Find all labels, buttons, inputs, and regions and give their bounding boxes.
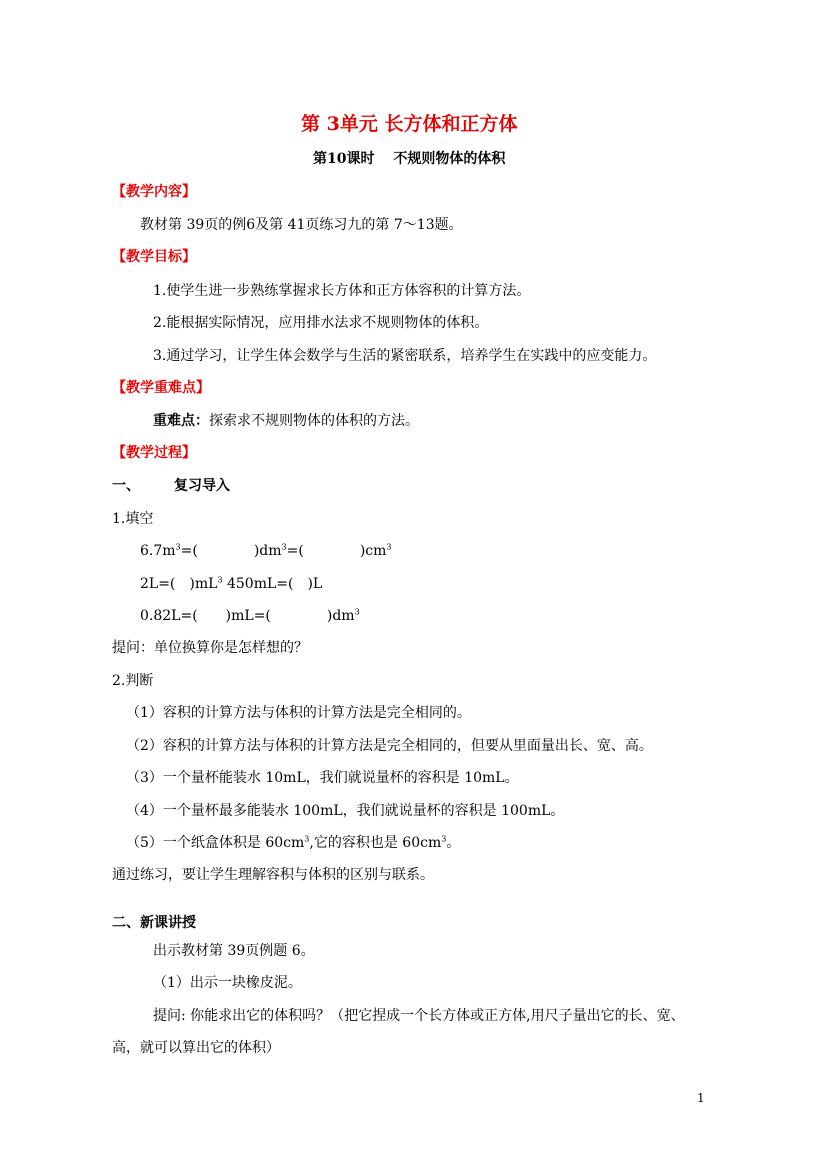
q1-line3-part-a: 0.82L=( )mL=( )dm — [140, 608, 355, 624]
q1-prompt: 提问：单位换算你是怎样想的？ — [112, 640, 308, 656]
part2-question-line-1: 提问: 你能求出它的体积吗？（把它捏成一个长方体或正方体,用尺子量出它的长、宽、 — [153, 1008, 685, 1024]
superscript: 3 — [175, 542, 181, 552]
q1-line-2 — [140, 575, 322, 593]
q1-line2-part-b: 450mL=( )L — [222, 576, 323, 592]
q2-item5-part-a: （5）一个纸盒体积是 60cm — [126, 835, 305, 851]
part2-step-1: （1）出示一块橡皮泥。 — [153, 975, 302, 991]
q2-item-2: （2）容积的计算方法与体积的计算方法是完全相同的，但要从里面量出长、宽、高。 — [126, 738, 653, 754]
q1-title: 1.填空 — [112, 511, 154, 527]
goal-2: 2.能根据实际情况，应用排水法求不规则物体的体积。 — [153, 315, 489, 331]
part2-heading: 二、新课讲授 — [112, 915, 196, 931]
key-points-heading: 【教学重难点】 — [112, 380, 210, 396]
unit-title: 第 3单元 长方体和正方体 — [301, 113, 518, 135]
q1-line1-part-b: =( )dm — [180, 543, 282, 559]
goal-1: 1.使学生进一步熟练掌握求长方体和正方体容积的计算方法。 — [153, 283, 531, 299]
process-heading: 【教学过程】 — [112, 445, 196, 461]
q2-item5-part-c: 。 — [446, 835, 461, 851]
superscript: 3 — [441, 834, 447, 844]
q2-title: 2.判断 — [112, 673, 154, 689]
part2-intro: 出示教材第 39页例题 6。 — [153, 943, 315, 959]
part1-summary: 通过练习，要让学生理解容积与体积的区别与联系。 — [112, 867, 434, 883]
goal-3: 3.通过学习，让学生体会数学与生活的紧密联系，培养学生在实践中的应变能力。 — [153, 348, 657, 364]
superscript: 3 — [217, 575, 223, 585]
q1-line1-part-c: =( )cm — [286, 543, 387, 559]
part1-heading-number: 一、 — [112, 478, 140, 494]
part2-question-line-2: 高，就可以算出它的体积） — [112, 1040, 280, 1056]
q1-line2-part-a: 2L=( )mL — [140, 576, 218, 592]
key-points-text — [153, 412, 419, 430]
key-points-label: 重难点： — [153, 413, 209, 429]
q2-item-1: （1）容积的计算方法与体积的计算方法是完全相同的。 — [126, 705, 471, 721]
q2-item-5 — [126, 834, 460, 852]
lesson-title: 第10课时 不规则物体的体积 — [313, 151, 506, 167]
content-text: 教材第 39页的例6及第 41页练习九的第 7～13题。 — [140, 217, 463, 233]
superscript: 3 — [354, 607, 360, 617]
q2-item-4: （4）一个量杯最多能装水 100mL，我们就说量杯的容积是 100mL。 — [126, 803, 565, 819]
q2-item5-part-b: ,它的容积也是 60cm — [309, 835, 442, 851]
superscript: 3 — [281, 542, 287, 552]
part1-heading — [112, 477, 230, 495]
q1-line1-part-a: 6.7m — [140, 543, 176, 559]
key-points-body: 探索求不规则物体的体积的方法。 — [209, 413, 419, 429]
q1-line-3 — [140, 607, 360, 625]
q1-line-1 — [140, 542, 392, 560]
superscript: 3 — [386, 542, 392, 552]
part1-heading-text: 复习导入 — [174, 478, 230, 494]
goals-heading: 【教学目标】 — [112, 249, 196, 265]
content-heading: 【教学内容】 — [112, 184, 196, 200]
page-number: 1 — [697, 1091, 705, 1105]
q2-item-3: （3）一个量杯能装水 10mL，我们就说量杯的容积是 10mL。 — [126, 770, 519, 786]
superscript: 3 — [304, 834, 310, 844]
